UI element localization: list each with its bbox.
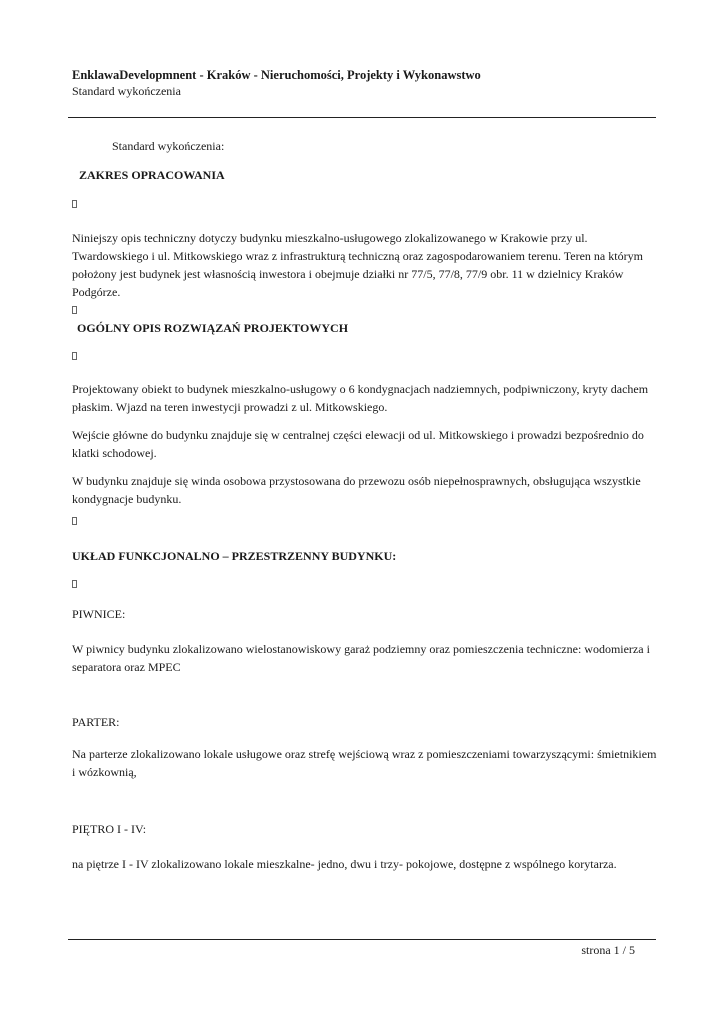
subsection-title-ground-floor: PARTER: bbox=[72, 715, 120, 729]
paragraph-scope: Niniejszy opis techniczny dotyczy budynku mieszkalno-usługowego zlokalizowanego w Krakowie przy ul. Twardowskiego i ul. Mitkowskiego wraz z infrastrukturą techniczną oraz zagospodarowaniem terenu. Teren na którym położony jest budynek jest własnością inwestora i obejmuje działki nr 77/5, 77/8, 77/9 obr. 11 w dzielnicy Kraków Podgórze. bbox=[72, 231, 643, 299]
missing-glyph-icon bbox=[72, 306, 77, 317]
paragraph-basement: W piwnicy budynku zlokalizowano wielostanowiskowy garaż podziemny oraz pomieszczenia techniczne: wodomierza i separatora oraz MPEC bbox=[72, 642, 650, 674]
missing-glyph-icon bbox=[72, 352, 77, 363]
section-heading-general: OGÓLNY OPIS ROZWIĄZAŃ PROJEKTOWYCH bbox=[77, 321, 349, 335]
footer-divider bbox=[68, 939, 656, 940]
paragraph-building: Projektowany obiekt to budynek mieszkalno-usługowy o 6 kondygnacjach nadziemnych, podpiwniczony, kryty dachem płaskim. Wjazd na teren inwestycji prowadzi z ul. Mitkowskiego. bbox=[72, 382, 649, 414]
intro-text: Standard wykończenia: bbox=[112, 139, 225, 153]
paragraph-entrance: Wejście główne do budynku znajduje się w centralnej części elewacji od ul. Mitkowskiego i prowadzi bezpośrednio do klatki schodowej. bbox=[72, 428, 644, 460]
document-header-subtitle: Standard wykończenia bbox=[72, 84, 181, 98]
section-heading-layout: UKŁAD FUNKCJONALNO – PRZESTRZENNY BUDYNKU: bbox=[72, 549, 397, 563]
missing-glyph-icon bbox=[72, 517, 77, 528]
paragraph-ground-floor: Na parterze zlokalizowano lokale usługowe oraz strefę wejściową wraz z pomieszczeniami towarzyszącymi: śmietnikiem i wózkownią, bbox=[72, 747, 657, 779]
missing-glyph-icon bbox=[72, 580, 77, 591]
document-header-title: EnklawaDevelopmnent - Kraków - Nieruchomości, Projekty i Wykonawstwo bbox=[72, 68, 481, 82]
subsection-title-basement: PIWNICE: bbox=[72, 607, 126, 621]
subsection-title-floors: PIĘTRO I - IV: bbox=[72, 822, 147, 836]
missing-glyph-icon bbox=[72, 200, 77, 211]
header-divider bbox=[68, 117, 656, 118]
page-number: strona 1 / 5 bbox=[581, 943, 635, 957]
paragraph-floors: na piętrze I - IV zlokalizowano lokale mieszkalne- jedno, dwu i trzy- pokojowe, dostępne z wspólnego korytarza. bbox=[72, 857, 617, 871]
section-heading-scope: ZAKRES OPRACOWANIA bbox=[79, 168, 225, 182]
paragraph-elevator: W budynku znajduje się winda osobowa przystosowana do przewozu osób niepełnosprawnych, obsługująca wszystkie kondygnacje budynku. bbox=[72, 474, 641, 506]
